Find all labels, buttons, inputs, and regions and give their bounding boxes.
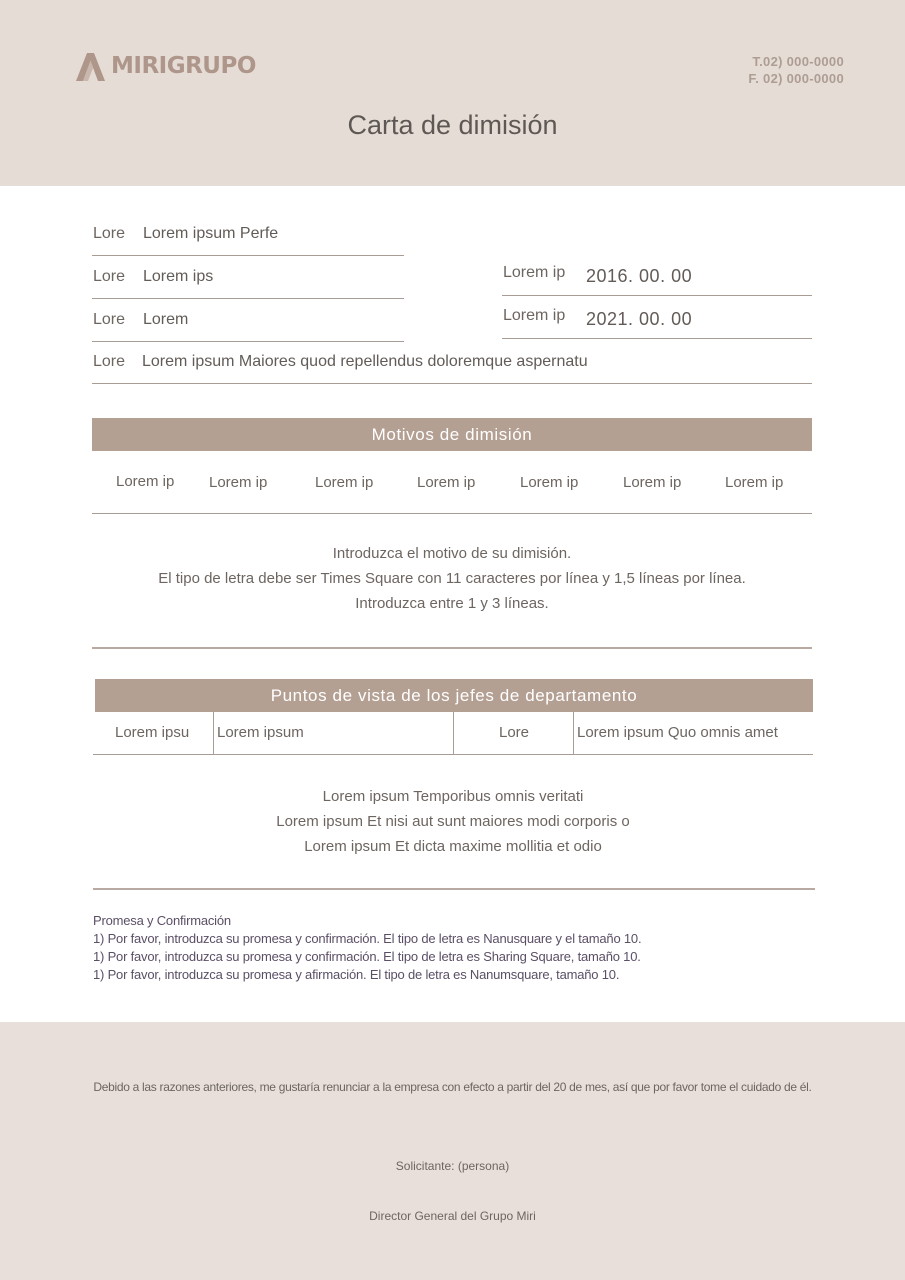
logo-mark-icon xyxy=(74,51,110,81)
reason-option[interactable]: Lorem ip xyxy=(116,473,175,490)
department-label: Lore xyxy=(93,268,126,285)
promise-item: 1) Por favor, introduzca su promesa y confirmación. El tipo de letra es Sharing Square, tamaño 10. xyxy=(93,949,641,964)
reasons-options xyxy=(92,452,812,514)
join-date-value: 2016. 00. 00 xyxy=(586,266,693,286)
opinion-cell[interactable]: Lorem ipsum Quo omnis amet xyxy=(577,724,778,741)
promise-section xyxy=(93,912,641,984)
reason-option[interactable]: Lorem ip xyxy=(623,474,682,491)
footer xyxy=(0,1022,905,1280)
position-value: Lorem xyxy=(143,311,189,328)
address-field[interactable] xyxy=(92,341,812,384)
cell-divider xyxy=(573,712,574,754)
divider xyxy=(92,647,812,649)
name-value: Lorem ipsum Perfe xyxy=(143,225,279,242)
position-label: Lore xyxy=(93,311,126,328)
contact-info xyxy=(748,53,844,87)
opinion-cell[interactable]: Lorem ipsum xyxy=(217,724,304,741)
reason-line: Introduzca entre 1 y 3 líneas. xyxy=(355,595,549,612)
reason-line: El tipo de letra debe ser Times Square con 11 caracteres por línea y 1,5 líneas por línea. xyxy=(158,570,746,587)
address-label: Lore xyxy=(93,353,126,370)
page-title: Carta de dimisión xyxy=(347,110,558,140)
divider xyxy=(93,888,815,890)
reasons-header: Motivos de dimisión xyxy=(92,418,812,451)
leave-date-value: 2021. 00. 00 xyxy=(586,309,693,329)
promise-title: Promesa y Confirmación xyxy=(93,913,231,928)
director-title: Director General del Grupo Miri xyxy=(369,1209,536,1223)
opinion-line: Lorem ipsum Et dicta maxime mollitia et odio xyxy=(304,838,602,855)
position-field[interactable] xyxy=(92,299,404,342)
opinion-line: Lorem ipsum Temporibus omnis veritati xyxy=(322,788,584,805)
header xyxy=(0,0,905,186)
logo xyxy=(74,50,256,82)
reason-option[interactable]: Lorem ip xyxy=(417,474,476,491)
leave-date-label: Lorem ip xyxy=(503,307,566,324)
promise-item: 1) Por favor, introduzca su promesa y afirmación. El tipo de letra es Nanumsquare, tamaño 10. xyxy=(93,967,620,982)
fax-number: F. 02) 000-0000 xyxy=(748,71,844,86)
reason-option[interactable]: Lorem ip xyxy=(725,474,784,491)
applicant-signature[interactable]: Solicitante: (persona) xyxy=(395,1159,510,1173)
reason-option[interactable]: Lorem ip xyxy=(520,474,579,491)
name-field[interactable] xyxy=(92,213,404,256)
join-date-label: Lorem ip xyxy=(503,264,566,281)
name-label: Lore xyxy=(93,225,126,242)
cell-divider xyxy=(213,712,214,754)
phone-number: T.02) 000-0000 xyxy=(752,54,844,69)
cell-divider xyxy=(453,712,454,754)
opinions-text[interactable] xyxy=(93,784,813,859)
reason-option[interactable]: Lorem ip xyxy=(209,474,268,491)
leave-date-field[interactable] xyxy=(502,296,812,339)
opinion-cell[interactable]: Lorem ipsu xyxy=(115,724,190,741)
reason-text[interactable] xyxy=(92,541,812,616)
opinion-cell[interactable]: Lore xyxy=(499,724,530,741)
brand-name: MIRIGRUPO xyxy=(111,53,256,79)
promise-item: 1) Por favor, introduzca su promesa y confirmación. El tipo de letra es Nanusquare y el tamaño 10. xyxy=(93,931,642,946)
opinions-header: Puntos de vista de los jefes de departamento xyxy=(95,679,813,712)
reason-option[interactable]: Lorem ip xyxy=(315,474,374,491)
department-field[interactable] xyxy=(92,256,404,299)
opinions-row xyxy=(93,712,813,755)
department-value: Lorem ips xyxy=(143,268,214,285)
opinion-line: Lorem ipsum Et nisi aut sunt maiores modi corporis o xyxy=(276,813,630,830)
resignation-statement: Debido a las razones anteriores, me gustaría renunciar a la empresa con efecto a partir del 20 de mes, así que por favor tome el cuidado de él. xyxy=(93,1080,812,1094)
address-value: Lorem ipsum Maiores quod repellendus doloremque aspernatu xyxy=(142,353,588,370)
join-date-field[interactable] xyxy=(502,253,812,296)
reason-line: Introduzca el motivo de su dimisión. xyxy=(332,545,572,562)
